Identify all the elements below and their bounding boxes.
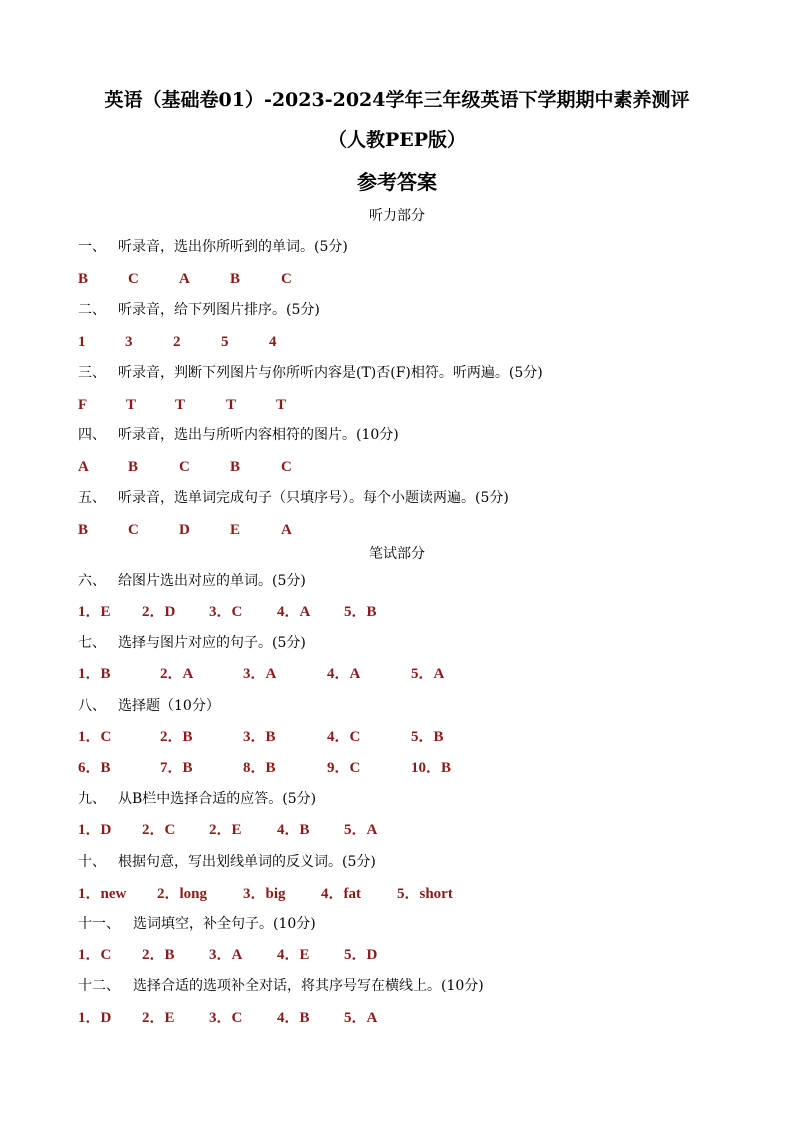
question-12-number: 十二、 [78,978,120,994]
question-7-number: 七、 [78,635,106,651]
answer-1-3: A [179,271,190,287]
answer-7-2: 2．A [160,666,194,682]
answer-3-4: T [226,397,237,413]
answer-6-3: 3．C [209,604,243,620]
question-10 [78,853,376,871]
answer-5-1: B [78,522,89,538]
answer-8-3: 3．B [243,729,276,745]
answer-8-10: 10．B [411,760,452,776]
answer-6-5: 5．B [344,604,377,620]
answer-8-9: 9．C [327,760,361,776]
question-5 [78,489,509,507]
answer-7-5: 5．A [411,666,445,682]
answer-1-1: B [78,271,89,287]
answer-10-1: 1．new [78,886,127,902]
answer-4-4: B [230,459,241,475]
question-3-number: 三、 [78,365,106,381]
answer-3-3: T [175,397,186,413]
question-11-text: 选词填空，补全句子。(10分) [133,916,316,932]
answer-8-5: 5．B [411,729,444,745]
question-5-text: 听录音，选单词完成句子（只填序号）。每个小题读两遍。(5分) [118,490,509,506]
answer-6-1: 1．E [78,604,111,620]
answer-11-5: 5．D [344,947,378,963]
question-2 [78,301,320,319]
question-2-text: 听录音，给下列图片排序。(5分) [118,302,320,318]
answer-4-2: B [128,459,139,475]
question-1 [78,238,348,256]
answer-1-5: C [281,271,292,287]
answer-12-3: 3．C [209,1010,243,1026]
answer-2-4: 5 [221,334,229,350]
question-7 [78,634,306,652]
answer-3-5: T [276,397,287,413]
question-9 [78,790,316,808]
answer-5-2: C [128,522,139,538]
answer-8-6: 6．B [78,760,111,776]
question-6 [78,572,306,590]
answer-3-2: T [126,397,137,413]
answer-1-2: C [128,271,139,287]
question-4-number: 四、 [78,427,106,443]
answer-9-5: 5．A [344,822,378,838]
answer-12-5: 5．A [344,1010,378,1026]
question-9-number: 九、 [78,791,106,807]
answer-8-8: 8．B [243,760,276,776]
answer-2-1: 1 [78,334,86,350]
answer-3-1: F [78,397,88,413]
answer-1-4: B [230,271,241,287]
question-2-number: 二、 [78,302,106,318]
question-7-text: 选择与图片对应的句子。(5分) [118,635,306,651]
question-5-number: 五、 [78,490,106,506]
question-12 [78,977,484,995]
answer-10-3: 3．big [243,886,286,902]
answer-6-4: 4．A [277,604,311,620]
question-8-number: 八、 [78,698,106,714]
answer-2-5: 4 [269,334,277,350]
question-8 [78,697,220,715]
question-6-number: 六、 [78,573,106,589]
question-3 [78,364,543,382]
answer-7-3: 3．A [243,666,277,682]
answer-12-2: 2．E [142,1010,175,1026]
answer-8-7: 7．B [160,760,193,776]
answer-5-3: D [179,522,190,538]
question-9-text: 从B栏中选择合适的应答。(5分) [118,791,317,807]
answer-key-heading: 参考答案 [357,170,437,194]
answer-10-5: 5．short [397,886,453,902]
answer-11-4: 4．E [277,947,310,963]
answer-10-4: 4．fat [321,886,361,902]
answer-9-2: 2．C [142,822,176,838]
answer-4-1: A [78,459,89,475]
answer-9-1: 1．D [78,822,112,838]
question-1-number: 一、 [78,239,106,255]
answer-4-5: C [281,459,292,475]
question-1-text: 听录音，选出你所听到的单词。(5分) [118,239,348,255]
question-4 [78,426,399,444]
answer-8-2: 2．B [160,729,193,745]
listening-part-heading: 听力部分 [369,208,425,224]
question-6-text: 给图片选出对应的单词。(5分) [118,573,306,589]
question-10-number: 十、 [78,854,106,870]
question-8-text: 选择题（10分） [118,698,220,714]
question-12-text: 选择合适的选项补全对话，将其序号写在横线上。(10分) [133,978,484,994]
answer-5-4: E [230,522,241,538]
answer-2-2: 3 [125,334,133,350]
question-11-number: 十一、 [78,916,120,932]
question-4-text: 听录音，选出与所听内容相符的图片。(10分) [118,427,399,443]
answer-7-4: 4．A [327,666,361,682]
answer-8-4: 4．C [327,729,361,745]
answer-12-1: 1．D [78,1010,112,1026]
answer-7-1: 1．B [78,666,111,682]
answer-10-2: 2．long [157,886,208,902]
answer-12-4: 4．B [277,1010,310,1026]
answer-11-2: 2．B [142,947,175,963]
answer-6-2: 2．D [142,604,176,620]
answer-9-4: 4．B [277,822,310,838]
answer-4-3: C [179,459,190,475]
question-3-text: 听录音，判断下列图片与你所听内容是(T)否(F)相符。听两遍。(5分) [118,365,543,381]
answer-11-1: 1．C [78,947,112,963]
answer-2-3: 2 [173,334,181,350]
written-part-heading: 笔试部分 [369,546,425,562]
answer-11-3: 3．A [209,947,243,963]
answer-9-3: 2．E [209,822,242,838]
question-11 [78,915,316,933]
document-subtitle: （人教PEP版） [327,129,467,151]
document-title: 英语（基础卷01）-2023-2024学年三年级英语下学期期中素养测评 [104,89,690,111]
question-10-text: 根据句意，写出划线单词的反义词。(5分) [118,854,376,870]
answer-5-5: A [281,522,292,538]
answer-8-1: 1．C [78,729,112,745]
